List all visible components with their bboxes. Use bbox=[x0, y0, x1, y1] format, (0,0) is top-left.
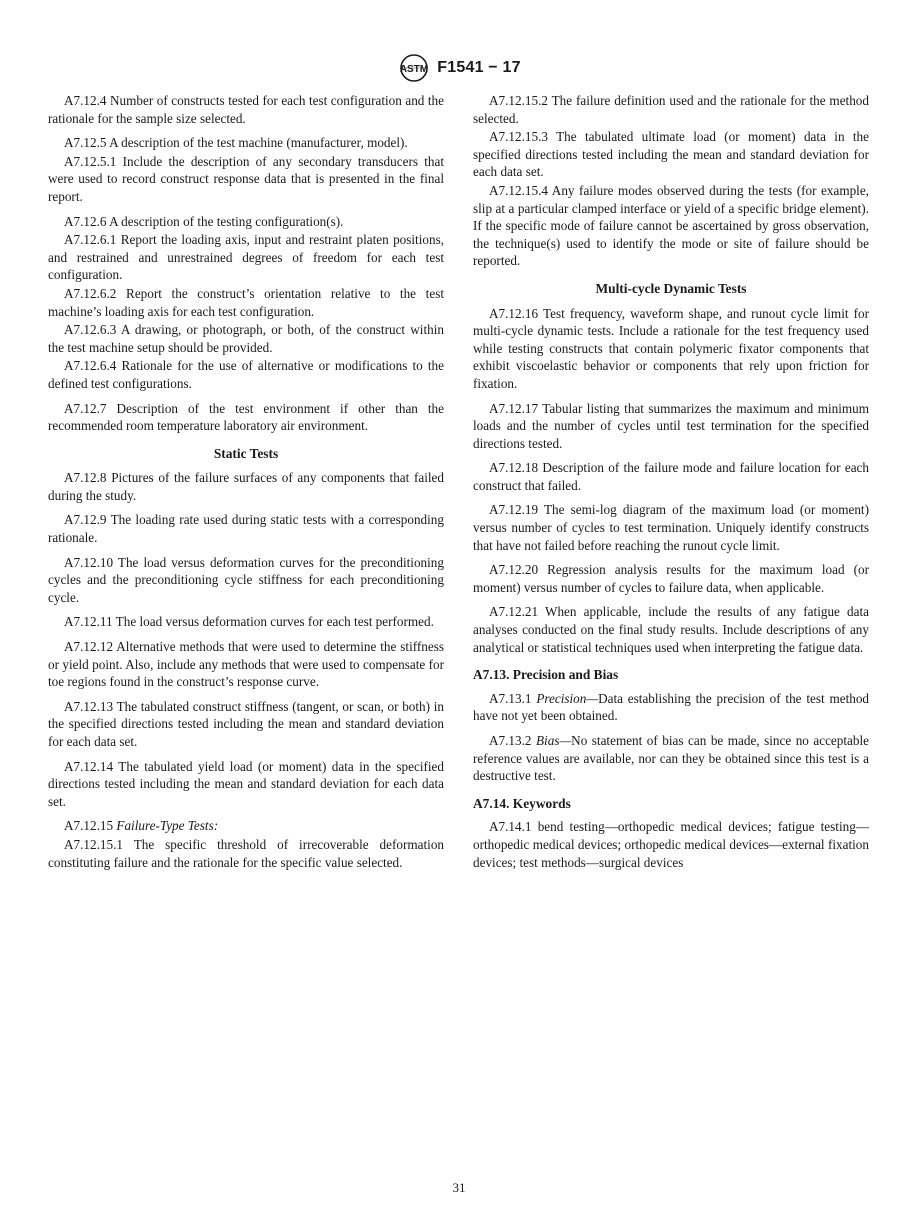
clause-text: Alternative methods that were used to determine the stiffness or yield point. Also, include any methods that were used to compensate for toe regions found in the construct’s response curve. bbox=[48, 639, 444, 690]
clause-text: Description of the test environment if other than the recommended room temperature laboratory air environment. bbox=[48, 400, 444, 434]
clause-number: A7.12.6.2 bbox=[64, 285, 117, 301]
clause-number: A7.12.5.1 bbox=[64, 153, 117, 169]
clause-paragraph bbox=[473, 305, 869, 393]
clause-paragraph bbox=[48, 638, 444, 691]
clause-paragraph bbox=[48, 554, 444, 607]
clause-paragraph bbox=[48, 213, 444, 231]
clause-number: A7.12.17 bbox=[489, 400, 539, 416]
logo-text: ASTM bbox=[400, 64, 429, 75]
clause-text: A drawing, or photograph, or both, of the construct within the test machine setup should be provided. bbox=[48, 322, 444, 355]
section-heading: Multi-cycle Dynamic Tests bbox=[595, 280, 747, 296]
clause-text: The semi-log diagram of the maximum load (or moment) versus number of cycles to test termination. Uniquely identify constructs that have not failed before reaching the runout cycle limit. bbox=[473, 502, 869, 553]
page-header bbox=[0, 54, 918, 82]
clause-number: A7.14.1 bbox=[489, 819, 532, 835]
clause-number: A7.12.10 bbox=[64, 554, 114, 570]
clause-text: The tabulated ultimate load (or moment) data in the specified directions tested including the mean and standard deviation for each data set. bbox=[473, 129, 870, 180]
clause-number: A7.12.9 bbox=[64, 512, 107, 528]
annex-section-heading: A7.14. Keywords bbox=[473, 795, 571, 811]
clause-paragraph bbox=[473, 501, 869, 554]
clause-paragraph bbox=[48, 231, 444, 284]
clause-text: A description of the testing configuration(s). bbox=[109, 213, 344, 229]
clause-text: The tabulated yield load (or moment) data in the specified directions tested including the mean and standard deviation for each data set. bbox=[48, 758, 445, 809]
clause-text: The load versus deformation curves for each test performed. bbox=[115, 614, 434, 630]
astm-logo-icon bbox=[397, 54, 431, 82]
clause-paragraph bbox=[473, 128, 869, 181]
clause-number: A7.12.13 bbox=[64, 698, 114, 714]
clause-number: A7.12.16 bbox=[489, 305, 539, 321]
clause-number: A7.12.5 bbox=[64, 135, 107, 151]
clause-paragraph bbox=[48, 613, 444, 631]
clause-number: A7.13.2 bbox=[489, 733, 532, 748]
clause-text: The tabulated construct stiffness (tangent, or scan, or both) in the specified directions tested including the mean and standard deviation for each data set. bbox=[48, 698, 444, 749]
clause-text: Number of constructs tested for each test configuration and the rationale for the sample size selected. bbox=[48, 93, 444, 126]
clause-number: A7.12.6.1 bbox=[64, 232, 117, 248]
clause-paragraph bbox=[473, 182, 869, 270]
clause-number: A7.12.7 bbox=[64, 400, 107, 416]
clause-number: A7.12.6.4 bbox=[64, 358, 117, 374]
clause-number: A7.12.6.3 bbox=[64, 322, 117, 338]
clause-number: A7.12.8 bbox=[64, 470, 107, 486]
clause-paragraph bbox=[473, 603, 869, 656]
left-column bbox=[48, 92, 444, 878]
clause-number: A7.12.4 bbox=[64, 93, 107, 108]
clause-number: A7.12.15.3 bbox=[489, 129, 548, 145]
clause-paragraph bbox=[48, 357, 444, 392]
right-column bbox=[473, 92, 869, 878]
clause-number: A7.12.15.2 bbox=[489, 93, 548, 108]
clause-paragraph bbox=[48, 758, 444, 811]
clause-paragraph bbox=[48, 469, 444, 504]
clause-paragraph bbox=[48, 92, 444, 127]
clause-paragraph bbox=[48, 285, 444, 320]
clause-text: Report the construct’s orientation relative to the test machine’s loading axis for each test configuration. bbox=[48, 285, 444, 319]
clause-number: A7.12.11 bbox=[64, 614, 113, 630]
clause-number: A7.12.14 bbox=[64, 758, 114, 774]
clause-paragraph bbox=[48, 698, 444, 751]
clause-text: Description of the failure mode and failure location for each construct that failed. bbox=[473, 460, 869, 493]
clause-number: A7.12.18 bbox=[489, 460, 539, 476]
clause-number: A7.12.15.1 bbox=[64, 836, 123, 852]
clause-number: A7.12.6 bbox=[64, 213, 107, 229]
annex-section-heading: A7.13. Precision and Bias bbox=[473, 667, 619, 683]
clause-text: Any failure modes observed during the tests (for example, slip at a particular clamped interface or yield of a specific bridge element). If the specific mode of failure cannot be ascertained by gross observation, the technique(s) used to identify the mode or site of failure should be reported. bbox=[473, 182, 869, 269]
clause-number: A7.12.15.4 bbox=[489, 182, 548, 198]
clause-number: A7.12.15 bbox=[64, 818, 114, 834]
clause-text: A description of the test machine (manufacturer, model). bbox=[109, 135, 408, 151]
section-heading: Static Tests bbox=[213, 445, 279, 461]
page-number: 31 bbox=[452, 1180, 466, 1195]
clause-paragraph bbox=[473, 690, 869, 725]
clause-title: Failure-Type Tests: bbox=[116, 818, 219, 834]
clause-paragraph bbox=[48, 836, 444, 871]
clause-paragraph bbox=[473, 732, 869, 785]
clause-text: Rationale for the use of alternative or modifications to the defined test configurations. bbox=[48, 358, 445, 391]
clause-text: Pictures of the failure surfaces of any components that failed during the study. bbox=[48, 470, 445, 503]
clause-text: The specific threshold of irrecoverable deformation constituting failure and the rationale for the specific value selected. bbox=[48, 836, 445, 870]
clause-paragraph bbox=[473, 92, 869, 127]
clause-text: The loading rate used during static tests with a corresponding rationale. bbox=[48, 512, 444, 546]
clause-paragraph bbox=[48, 817, 444, 835]
clause-text: bend testing—orthopedic medical devices; fatigue testing—orthopedic medical devices; orthopedic medical devices—external fixation devices; test methods—surgical devices bbox=[473, 819, 869, 870]
clause-paragraph bbox=[48, 511, 444, 546]
clause-paragraph bbox=[473, 561, 869, 596]
clause-title: Bias— bbox=[536, 733, 572, 748]
clause-number: A7.12.20 bbox=[489, 562, 539, 578]
clause-number: A7.12.21 bbox=[489, 604, 539, 620]
clause-paragraph bbox=[473, 400, 869, 453]
clause-text: No statement of bias can be made, since no acceptable reference values are available, nor can they be obtained since this test is a destructive test. bbox=[473, 733, 870, 784]
clause-number: A7.12.12 bbox=[64, 639, 114, 655]
clause-number: A7.13.1 bbox=[489, 690, 532, 706]
clause-text: When applicable, include the results of any fatigue data analyses conducted on the final study results. Include descriptions of any analytical or statistical techniques used when interpreting the fatigue data. bbox=[473, 604, 870, 655]
clause-text: The load versus deformation curves for the preconditioning cycles and the preconditioning cycle stiffness for each preconditioning cycle. bbox=[48, 554, 444, 605]
clause-paragraph bbox=[48, 134, 444, 152]
clause-paragraph bbox=[48, 321, 444, 356]
clause-text: Regression analysis results for the maximum load (or moment) versus number of cycles to failure data, when applicable. bbox=[473, 562, 869, 595]
clause-paragraph bbox=[48, 400, 444, 435]
clause-paragraph bbox=[48, 153, 444, 206]
clause-text: The failure definition used and the rationale for the method selected. bbox=[473, 93, 869, 126]
clause-text: Report the loading axis, input and restraint platen positions, and restrained and unrestrained degrees of freedom for each test configuration. bbox=[48, 232, 445, 283]
clause-number: A7.12.19 bbox=[489, 502, 539, 518]
clause-paragraph bbox=[473, 818, 869, 871]
document-designation: F1541 − 17 bbox=[437, 59, 521, 76]
clause-paragraph bbox=[473, 459, 869, 494]
clause-title: Precision— bbox=[536, 690, 599, 706]
clause-text: Data establishing the precision of the test method have not yet been obtained. bbox=[473, 690, 870, 724]
clause-text: Test frequency, waveform shape, and runout cycle limit for multi-cycle dynamic tests. Include a rationale for the test frequency used while testing constructs that contain polymeric fixator components that exhibit viscoelastic behavior or components that rely upon friction for fixation. bbox=[473, 305, 869, 391]
clause-text: Tabular listing that summarizes the maximum and minimum loads and the number of cycles until test termination for the specified directions tested. bbox=[473, 400, 869, 451]
clause-text: Include the description of any secondary transducers that were used to record construct response data that is presented in the final report. bbox=[48, 153, 445, 204]
